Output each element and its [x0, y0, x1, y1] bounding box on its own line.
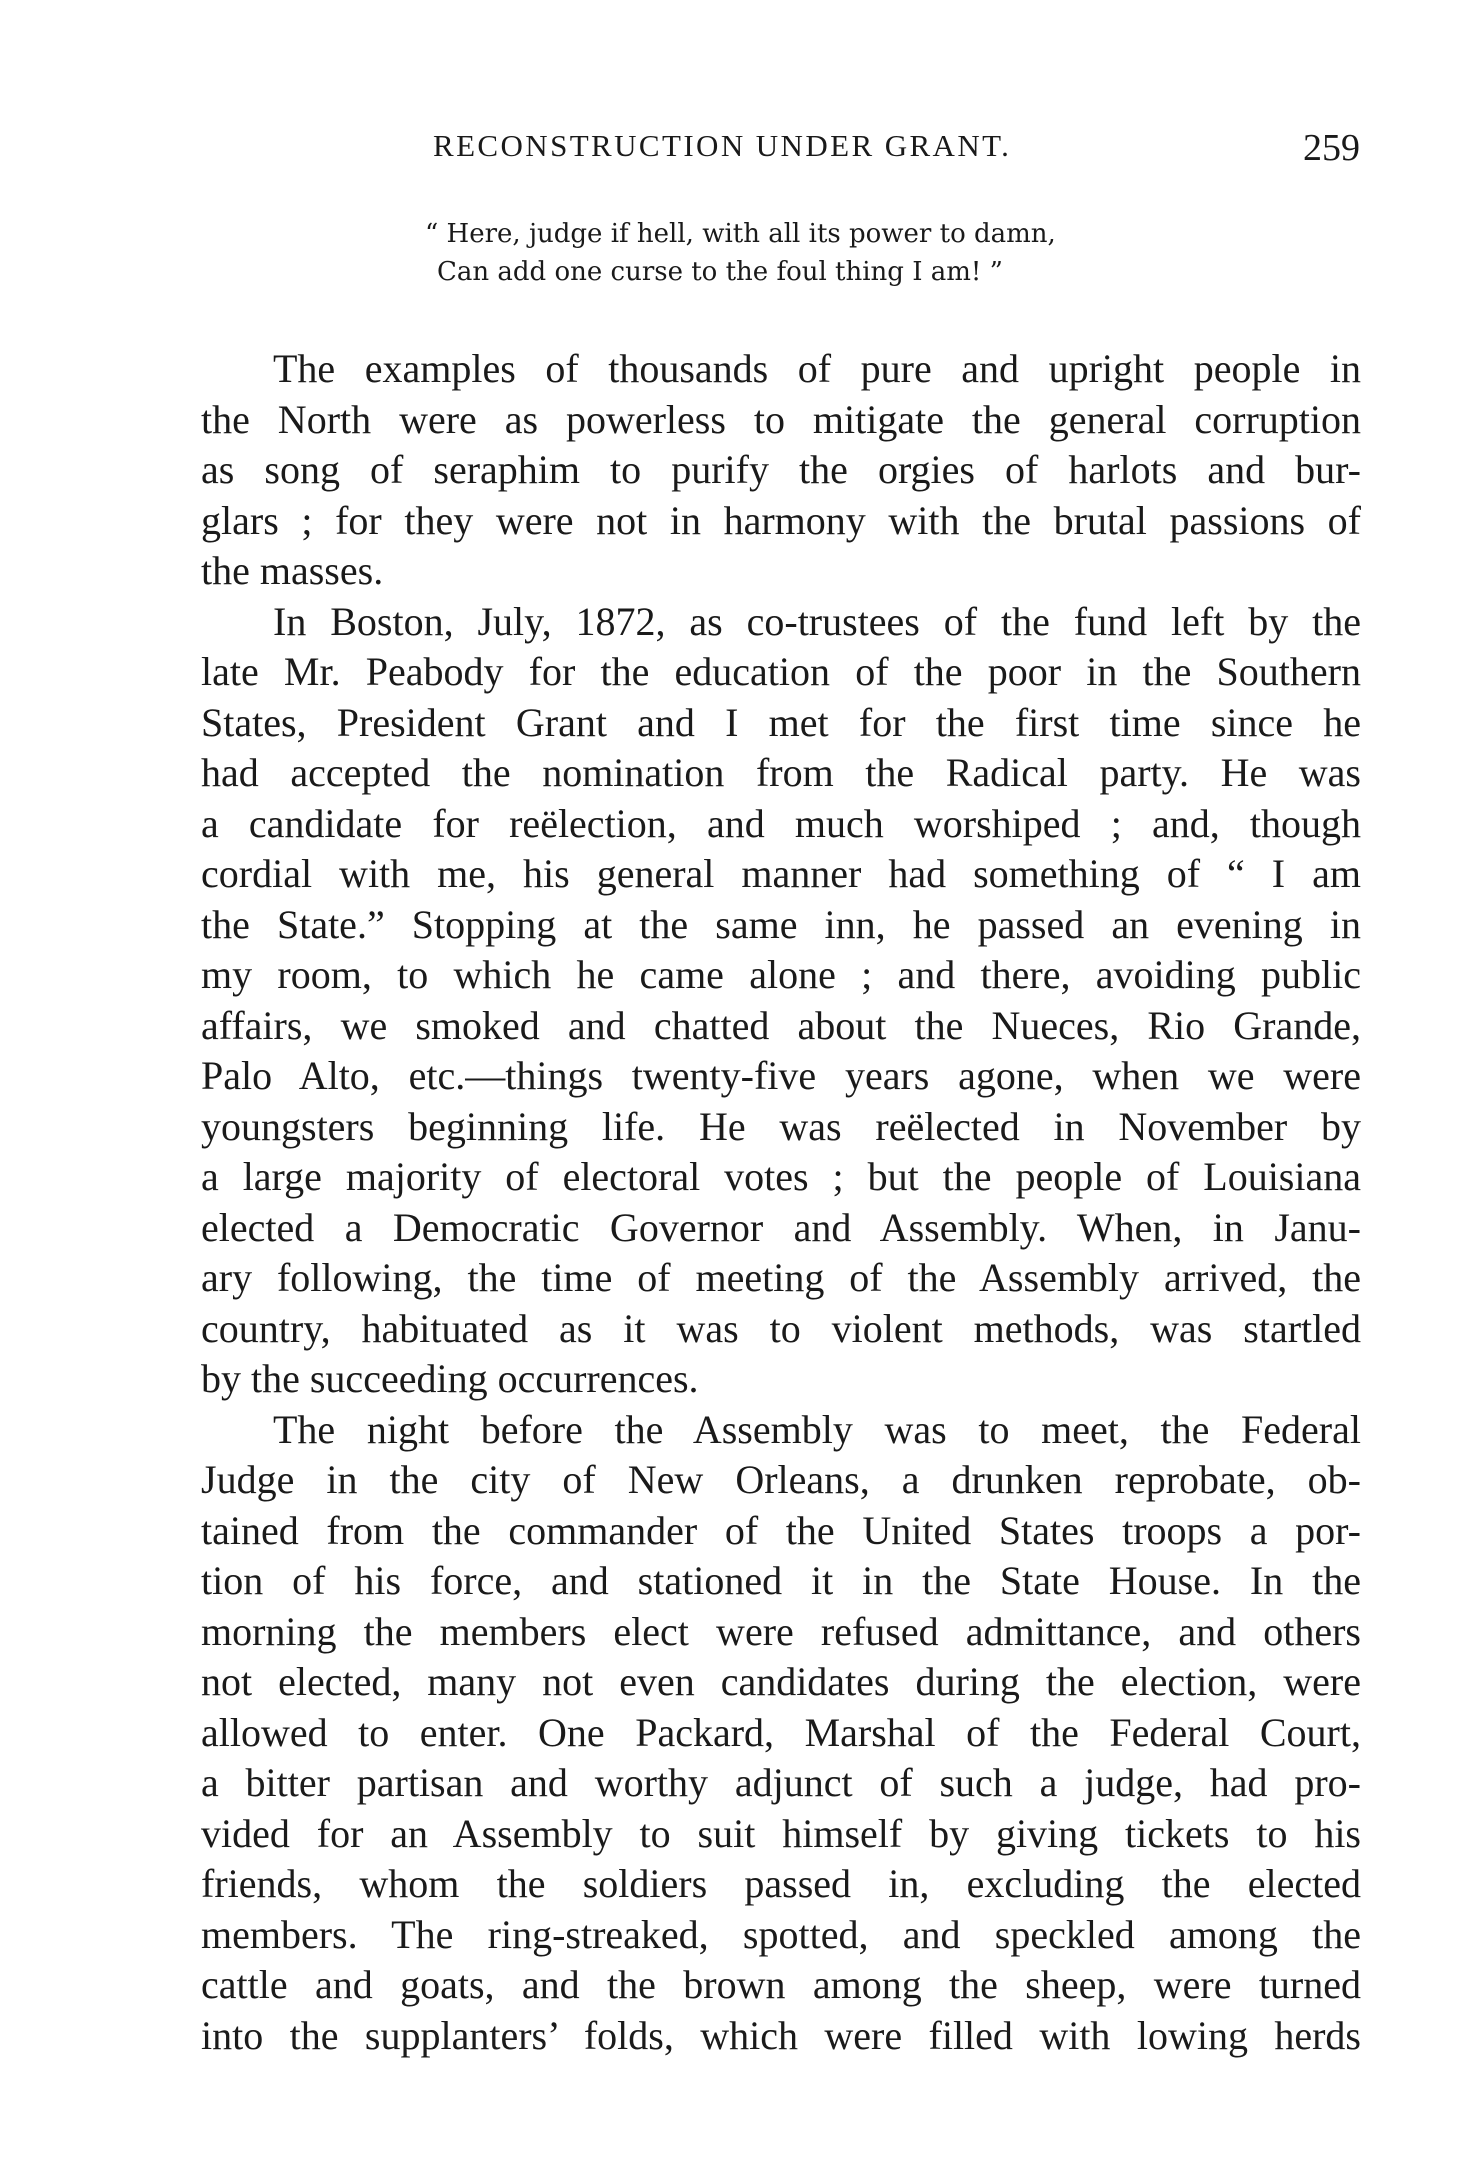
text-line: In Boston, July, 1872, as co-trustees of the fund left by the [273, 598, 1361, 644]
epigraph-quote [425, 215, 1225, 291]
text-line: cordial with me, his general manner had something of “ I am [201, 851, 1361, 896]
text-line: my room, to which he came alone ; and there, avoiding public [201, 952, 1361, 997]
page-number: 259 [1303, 127, 1360, 169]
text-line: The night before the Assembly was to meet, the Federal [273, 1406, 1361, 1452]
text-line: a bitter partisan and worthy adjunct of such a judge, had pro- [201, 1760, 1361, 1805]
text-line: The examples of thousands of pure and upright people in [273, 346, 1361, 391]
text-line: vided for an Assembly to suit himself by giving tickets to his [201, 1810, 1361, 1856]
text-line: late Mr. Peabody for the education of the poor in the Southern [201, 649, 1361, 694]
text-line: elected a Democratic Governor and Assembly. When, in Janu- [201, 1204, 1361, 1250]
text-line: States, President Grant and I met for the first time since he [201, 699, 1361, 745]
text-line: Palo Alto, etc.—things twenty-five years agone, when we were [201, 1053, 1361, 1098]
text-line: tion of his force, and stationed it in the State House. In the [201, 1558, 1361, 1603]
epigraph-line: Can add one curse to the foul thing I am! ” [437, 257, 1003, 287]
text-line: morning the members elect were refused admittance, and others [201, 1608, 1361, 1654]
text-line: a candidate for reëlection, and much worshiped ; and, though [201, 800, 1361, 846]
text-line: friends, whom the soldiers passed in, excluding the elected [201, 1861, 1361, 1906]
text-line: as song of seraphim to purify the orgies of harlots and bur- [201, 447, 1361, 492]
text-line: by the succeeding occurrences. [201, 1356, 699, 1401]
text-line: the State.” Stopping at the same inn, he passed an evening in [201, 901, 1361, 947]
text-line: cattle and goats, and the brown among the sheep, were turned [201, 1962, 1361, 2007]
text-line: not elected, many not even candidates during the election, were [201, 1659, 1361, 1704]
page-header [200, 128, 1380, 178]
text-line: the North were as powerless to mitigate the general corruption [201, 396, 1361, 442]
text-line: glars ; for they were not in harmony with the brutal passions of [201, 497, 1361, 543]
text-line: a large majority of electoral votes ; but the people of Louisiana [201, 1154, 1361, 1199]
body-text [201, 344, 1361, 2061]
epigraph-line: “ Here, judge if hell, with all its power to damn, [425, 219, 1056, 249]
text-line: Judge in the city of New Orleans, a drunken reprobate, ob- [201, 1457, 1361, 1502]
text-line: members. The ring-streaked, spotted, and speckled among the [201, 1911, 1361, 1957]
text-line: the masses. [201, 548, 384, 593]
text-line: tained from the commander of the United States troops a por- [201, 1507, 1361, 1553]
text-line: ary following, the time of meeting of the Assembly arrived, the [201, 1255, 1361, 1300]
text-line: youngsters beginning life. He was reëlected in November by [201, 1103, 1361, 1149]
text-line: allowed to enter. One Packard, Marshal of the Federal Court, [201, 1709, 1361, 1755]
text-line: country, habituated as it was to violent methods, was startled [201, 1305, 1361, 1351]
text-line: affairs, we smoked and chatted about the Nueces, Rio Grande, [201, 1002, 1361, 1048]
text-line: into the supplanters’ folds, which were filled with lowing herds [201, 2012, 1361, 2058]
running-head: RECONSTRUCTION UNDER GRANT. [433, 128, 1012, 163]
text-line: had accepted the nomination from the Radical party. He was [201, 750, 1361, 795]
